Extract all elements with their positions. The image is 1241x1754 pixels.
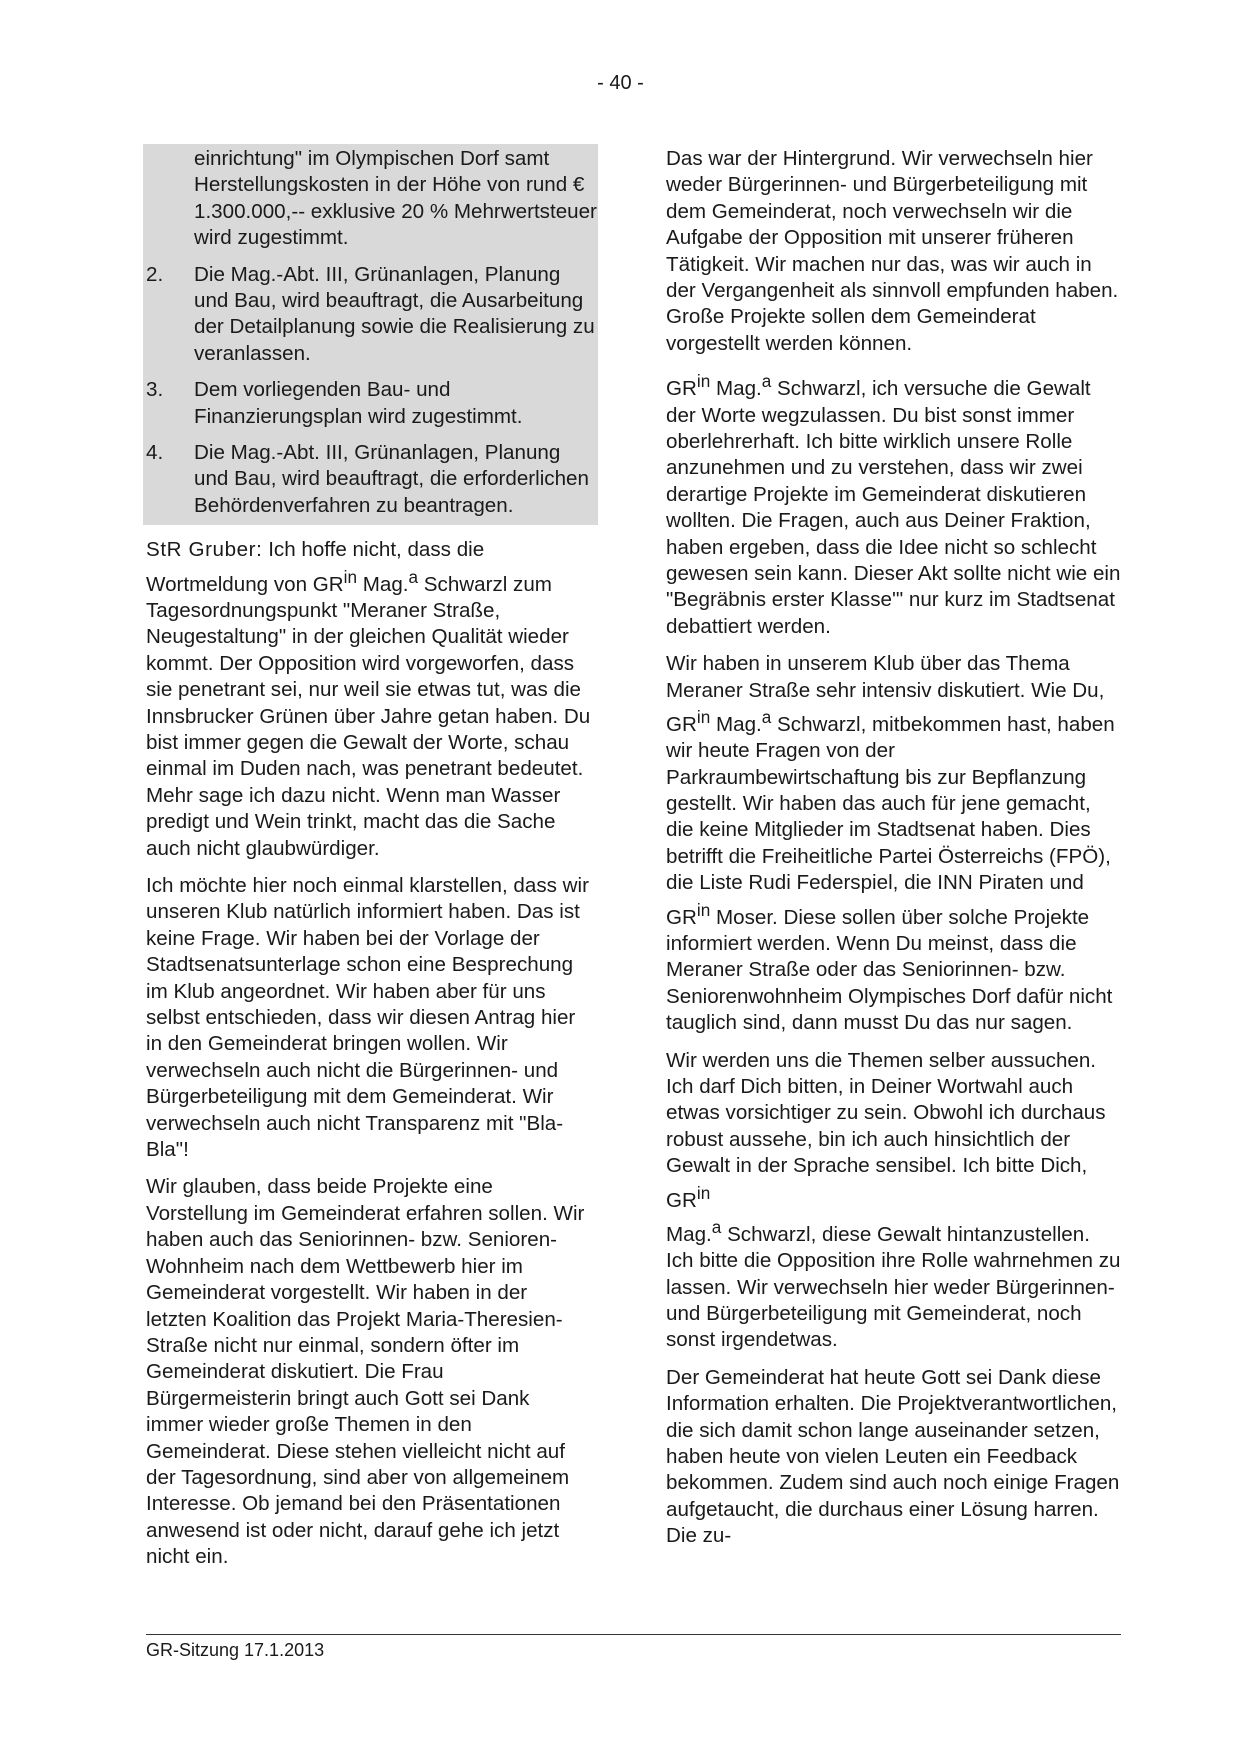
paragraph-text: Schwarzl, diese Gewalt hintanzustellen. Ich bitte die Opposition ihre Rolle wahrnehmen zu lassen. Wir verwechseln hier weder Bürgerinnen- und Bürgerbeteiligung mit Gemeinderat, noch sonst irgendetwas. bbox=[666, 1222, 1121, 1352]
paragraph-information: Der Gemeinderat hat heute Gott sei Dank diese Information erhalten. Die Projektverantwortlichen, die sich damit schon lange auseinander setzen, haben heute von vielen Leuten ein Feedback bekommen. Zudem sind auch noch einige Fragen aufgetaucht, die durchaus einer Lösung harren. Die zu- bbox=[666, 1365, 1120, 1548]
paragraph-projekte: Wir glauben, dass beide Projekte eine Vorstellung im Gemeinderat erfahren sollen. Wir haben auch das Seniorinnen- bzw. Senioren-Wohnheim nach dem Wettbewerb hier im Gemeinderat vorgestellt. Wir haben in der letzten Koalition das Projekt Maria-Theresien-Straße nicht nur einmal, sondern öfter im Gemeinderat diskutiert. Die Frau Bürgermeisterin bringt auch Gott sei Dank immer wieder große Themen in den Gemeinderat. Diese stehen vielleicht nicht auf der Tagesordnung, sind aber von allgemeinem Interesse. Ob jemand bei den Präsentationen anwesend ist oder nicht, darauf gehe ich jetzt nicht ein. bbox=[146, 1175, 585, 1569]
left-column bbox=[146, 146, 597, 1582]
paragraph-hintergrund: Das war der Hintergrund. Wir verwechseln hier weder Bürgerinnen- und Bürgerbeteiligung mit dem Gemeinderat, noch verwechseln wir die Aufgabe der Opposition mit unserer früheren Tätigkeit. Wir machen nur das, was wir auch in der Vergangenheit als sinnvoll empfunden haben. Große Projekte sollen dem Gemeinderat vorgestellt werden können. bbox=[666, 147, 1119, 355]
speaker-name: StR Gruber: bbox=[146, 538, 263, 562]
superscript: a bbox=[711, 1216, 722, 1237]
paragraph-text: Moser. Diese sollen über solche Projekte informiert werden. Wenn Du meinst, dass die Meraner Straße oder das Seniorinnen- bzw. Seniorenwohnheim Olympisches Dorf dafür nicht tauglich sind, dann musst Du das nur sagen. bbox=[666, 905, 1113, 1035]
paragraph-text: Mag. bbox=[666, 1222, 712, 1246]
superscript: in bbox=[696, 706, 711, 727]
resolution-item-number: 3. bbox=[146, 378, 164, 402]
paragraph-text: Mag. bbox=[357, 572, 409, 596]
paragraph-text: Mag. bbox=[710, 712, 762, 736]
paragraph-text: Wir werden uns die Themen selber aussuchen. Ich darf Dich bitten, in Deiner Wortwahl auch etwas vorsichtiger zu sein. Obwohl ich durchaus robust aussehe, bin ich auch hinsichtlich der Gewalt in der Sprache sensibel. Ich bitte Dich, GR bbox=[666, 1048, 1106, 1212]
page-number: - 40 - bbox=[597, 72, 644, 94]
superscript: in bbox=[343, 566, 357, 587]
paragraph-meraner-strasse bbox=[666, 651, 1121, 1036]
paragraph-klub: Ich möchte hier noch einmal klarstellen, dass wir unseren Klub natürlich informiert haben. Das ist keine Frage. Wir haben bei der Vorlage der Stadtsenatsunterlage schon eine Besprechung im Klub angeordnet. Wir haben aber für uns selbst entschieden, dass wir diesen Antrag hier in den Gemeinderat bringen wollen. Wir verwechseln auch nicht die Bürgerinnen- und Bürgerbeteiligung mit dem Gemeinderat. Wir verwechseln auch nicht Transparenz mit "Bla-Bla"! bbox=[146, 874, 589, 1162]
paragraph-text: GR bbox=[666, 377, 697, 401]
paragraph-text: Schwarzl zum Tagesordnungspunkt "Meraner Straße, Neugestaltung" in der gleichen Qualität wieder kommt. Der Opposition wird vorgeworfen, dass sie penetrant sei, nur weil sie etwas tut, was die Innsbrucker Grünen über Jahre getan haben. Du bist immer gegen die Gewalt der Worte, schau einmal im Duden nach, was penetrant bedeutet. Mehr sage ich dazu nicht. Wenn man Wasser predigt und Wein trinkt, macht das die Sache auch nicht glaubwürdiger. bbox=[146, 572, 591, 860]
resolution-item bbox=[146, 440, 598, 519]
resolution-item-text: Dem vorliegenden Bau- und Finanzierungsplan wird zugestimmt. bbox=[194, 378, 523, 428]
resolution-item-text: Die Mag.-Abt. III, Grünanlagen, Planung und Bau, wird beauftragt, die erforderlichen Behördenverfahren zu beantragen. bbox=[194, 441, 589, 517]
paragraph-gewalt-der-worte bbox=[666, 368, 1121, 640]
superscript: in bbox=[696, 899, 711, 920]
paragraph-themen bbox=[666, 1048, 1121, 1354]
paragraph-text: Ich hoffe nicht, dass die Wortmeldung von GR bbox=[146, 538, 485, 596]
superscript: in bbox=[696, 1182, 711, 1203]
right-column bbox=[666, 146, 1121, 1561]
resolution-box bbox=[143, 144, 598, 525]
resolution-item-number: 4. bbox=[146, 441, 164, 465]
paragraph-text: Schwarzl, mitbekommen hast, haben wir heute Fragen von der Parkraumbewirtschaftung bis zur Bepflanzung gestellt. Wir haben das auch für jene gemacht, die keine Mitglieder im Stadtsenat haben. Dies betrifft die Freiheitliche Partei Österreichs (FPÖ), die Liste Rudi Federspiel, die INN Piraten und GR bbox=[666, 712, 1115, 929]
paragraph-text: Schwarzl, ich versuche die Gewalt der Worte wegzulassen. Du bist sonst immer oberlehrerhaft. Ich bitte wirklich unsere Rolle anzunehmen und zu verstehen, dass wir zwei derartige Projekte im Gemeinderat diskutieren wollten. Die Fragen, auch aus Deiner Fraktion, haben ergeben, dass die Idee nicht so schlecht gewesen sein kann. Dieser Akt sollte nicht wie ein "Begräbnis erster Klasse'" nur kurz im Stadtsenat debattiert werden. bbox=[666, 377, 1121, 638]
superscript: a bbox=[761, 371, 772, 392]
superscript: a bbox=[408, 566, 419, 587]
paragraph-text: Wir haben in unserem Klub über das Thema Meraner Straße sehr intensiv diskutiert. Wie Du, GR bbox=[666, 652, 1105, 736]
footer-session-date: GR-Sitzung 17.1.2013 bbox=[146, 1640, 325, 1660]
resolution-item bbox=[146, 262, 598, 368]
paragraph-text: Mag. bbox=[710, 377, 762, 401]
resolution-item-text: Die Mag.-Abt. III, Grünanlagen, Planung und Bau, wird beauftragt, die Ausarbeitung der Detailplanung sowie die Realisierung zu veranlassen. bbox=[194, 262, 595, 365]
resolution-continuation: einrichtung" im Olympischen Dorf samt Herstellungskosten in der Höhe von rund € 1.300.000,-- exklusive 20 % Mehrwertsteuer wird zugestimmt. bbox=[194, 147, 597, 250]
superscript: a bbox=[761, 706, 772, 727]
paragraph-gruber-intro bbox=[146, 537, 592, 862]
superscript: in bbox=[696, 371, 711, 392]
footer-divider bbox=[146, 1634, 1121, 1635]
resolution-item bbox=[146, 377, 598, 430]
resolution-list bbox=[146, 262, 598, 520]
resolution-item-number: 2. bbox=[146, 262, 164, 286]
